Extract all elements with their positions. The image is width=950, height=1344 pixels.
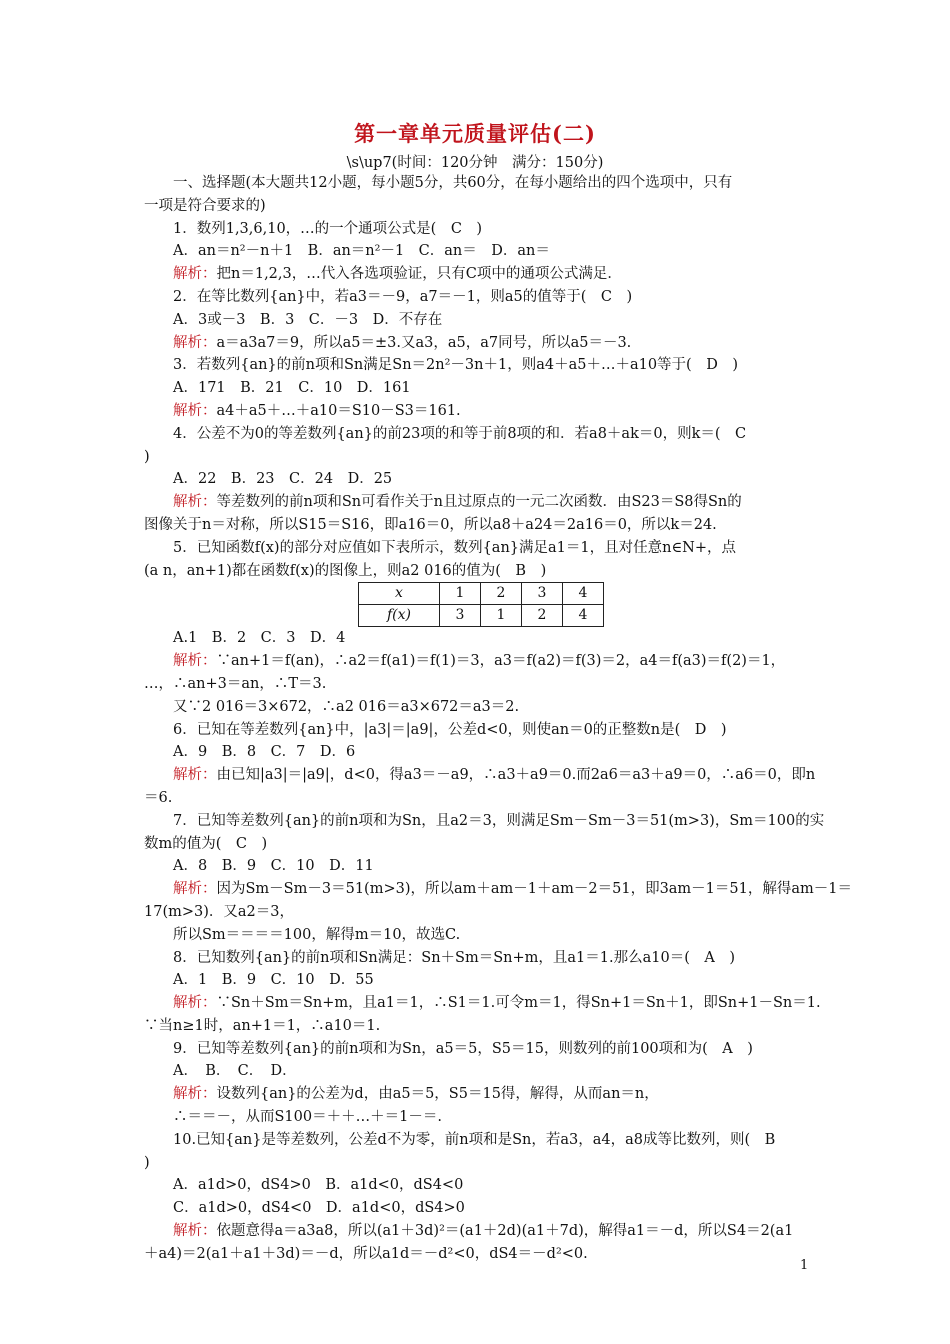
solution-line bbox=[144, 992, 821, 1015]
text-line bbox=[144, 1015, 812, 1038]
text-line bbox=[144, 947, 812, 970]
line-text: 把n＝1,2,3，…代入各选项验证，只有C项中的通项公式满足． bbox=[216, 266, 622, 283]
line-text: A．22 B．23 C．24 D．25 bbox=[173, 471, 393, 488]
text-line bbox=[144, 1038, 812, 1061]
line-text: A． B． C． D． bbox=[173, 1063, 297, 1080]
line-text: 一项是符合要求的) bbox=[144, 197, 266, 214]
table-cell: 2 bbox=[481, 583, 522, 605]
text-line bbox=[144, 240, 812, 263]
line-text: 依题意得a＝a3a8，所以(a1＋3d)²＝(a1＋2d)(a1＋7d)，解得a1＝－d，所以S4＝2(a1 bbox=[216, 1223, 794, 1240]
line-text: ∵当n≥1时，an+1＝1，∴a10＝1. bbox=[144, 1017, 381, 1034]
line-text: 5．已知函数f(x)的部分对应值如下表所示，数列{an}满足a1＝1，且对任意n∈N+，点 bbox=[173, 539, 737, 556]
page-title: 第一章单元质量评估(二) bbox=[354, 121, 596, 146]
solution-label: 解析： bbox=[173, 767, 217, 784]
line-text: 图像关于n＝对称，所以S15＝S16，即a16＝0，所以a8＋a24＝2a16＝0，所以k＝24. bbox=[144, 516, 717, 533]
line-text: A．an＝n²－n＋1 B．an＝n²－1 C．an＝ D．an＝ bbox=[173, 243, 550, 260]
text-line bbox=[144, 1152, 812, 1175]
text-line bbox=[144, 377, 812, 400]
line-text: 数m的值为( C ) bbox=[144, 835, 268, 852]
line-text: A．a1d>0，dS4>0 B．a1d<0，dS4<0 bbox=[173, 1177, 464, 1194]
text-line bbox=[144, 423, 812, 446]
line-text: a4＋a5＋…＋a10＝S10－S3＝161. bbox=[216, 402, 461, 419]
line-text: 设数列{an}的公差为d，由a5＝5，S5＝15得，解得，从而an＝n， bbox=[216, 1086, 659, 1103]
line-text: 8．已知数列{an}的前n项和Sn满足：Sn＋Sm＝Sn+m，且a1＝1.那么a10＝( A ) bbox=[173, 949, 735, 966]
line-text: 17(m>3)．又a2＝3， bbox=[144, 903, 294, 920]
solution-line bbox=[144, 491, 812, 514]
table-row bbox=[359, 583, 604, 605]
text-line bbox=[144, 309, 812, 332]
line-text: 因为Sm－Sm－3＝51(m>3)，所以am＋am－1＋am－2＝51，即3am－1＝51，解得am－1＝ bbox=[216, 881, 852, 898]
table-row-header: f(x) bbox=[359, 605, 440, 627]
line-text: …，∴an+3＝an，∴T＝3. bbox=[144, 675, 327, 692]
table-cell: 3 bbox=[440, 605, 481, 627]
text-line bbox=[144, 696, 812, 719]
table-row bbox=[359, 605, 604, 627]
solution-line bbox=[144, 764, 816, 787]
text-line bbox=[144, 833, 812, 856]
text-line bbox=[144, 969, 812, 992]
line-text: ) bbox=[144, 448, 150, 465]
text-line bbox=[144, 1174, 812, 1197]
line-text: 4．公差不为0的等差数列{an}的前23项的和等于前8项的和．若a8＋ak＝0，则k＝( C bbox=[173, 425, 747, 442]
line-text: ) bbox=[144, 1154, 150, 1171]
line-text: ＝6. bbox=[144, 789, 173, 806]
solution-label: 解析： bbox=[173, 881, 217, 898]
line-text: A．1 B．9 C．10 D．55 bbox=[173, 972, 374, 989]
line-text: (a n，an+1)都在函数f(x)的图像上，则a2 016的值为( B ) bbox=[144, 562, 547, 579]
text-line bbox=[144, 855, 812, 878]
document-body bbox=[144, 172, 852, 1266]
table-row-header: x bbox=[359, 583, 440, 605]
line-text: 所以Sm＝＝＝＝100，解得m＝10，故选C. bbox=[173, 926, 461, 943]
line-text: 2．在等比数列{an}中，若a3＝－9，a7＝－1，则a5的值等于( C ) bbox=[173, 288, 633, 305]
solution-label: 解析： bbox=[173, 334, 217, 351]
table-cell: 4 bbox=[563, 605, 604, 627]
text-line bbox=[144, 787, 812, 810]
text-line bbox=[144, 1060, 812, 1083]
text-line bbox=[144, 673, 812, 696]
solution-label: 解析： bbox=[173, 653, 217, 670]
solution-line bbox=[144, 878, 852, 901]
text-line bbox=[144, 446, 812, 469]
function-value-table bbox=[358, 582, 604, 627]
line-text: A．171 B．21 C．10 D．161 bbox=[173, 380, 411, 397]
text-line bbox=[144, 172, 812, 195]
table-cell: 1 bbox=[481, 605, 522, 627]
text-line bbox=[144, 218, 812, 241]
line-text: A．3或－3 B．3 C．－3 D．不存在 bbox=[173, 311, 443, 328]
text-line bbox=[144, 560, 812, 583]
solution-label: 解析： bbox=[173, 1223, 217, 1240]
text-line bbox=[144, 810, 825, 833]
text-line bbox=[144, 627, 812, 650]
solution-label: 解析： bbox=[173, 1086, 217, 1103]
table-cell: 1 bbox=[440, 583, 481, 605]
line-text: C．a1d>0，dS4<0 D．a1d<0，dS4>0 bbox=[173, 1200, 465, 1217]
text-line bbox=[144, 1129, 812, 1152]
solution-line bbox=[144, 400, 812, 423]
solution-line bbox=[144, 332, 812, 355]
page-number: 1 bbox=[800, 1258, 809, 1273]
text-line bbox=[144, 354, 812, 377]
line-text: 10.已知{an}是等差数列，公差d不为零，前n项和是Sn，若a3，a4，a8成等比数列，则( B bbox=[173, 1131, 776, 1148]
line-text: 1．数列1,3,6,10，…的一个通项公式是( C ) bbox=[173, 220, 483, 237]
solution-label: 解析： bbox=[173, 402, 217, 419]
text-line bbox=[144, 468, 812, 491]
solution-line bbox=[144, 650, 812, 673]
line-text: a＝a3a7＝9，所以a5＝±3.又a3，a5，a7同号，所以a5＝－3. bbox=[216, 334, 632, 351]
table-cell: 2 bbox=[522, 605, 563, 627]
line-text: 9．已知等差数列{an}的前n项和为Sn，a5＝5，S5＝15，则数列的前100项和为( A ) bbox=[173, 1040, 753, 1057]
solution-line bbox=[144, 263, 812, 286]
line-text: 又∵2 016＝3×672，∴a2 016＝a3×672＝a3＝2. bbox=[173, 698, 520, 715]
line-text: ∴＝＝－，从而S100＝＋＋…＋＝1－＝. bbox=[173, 1109, 442, 1126]
line-text: A．8 B．9 C．10 D．11 bbox=[173, 858, 374, 875]
line-text: 由已知|a3|＝|a9|，d<0，得a3＝－a9，∴a3＋a9＝0.而2a6＝a3＋a9＝0，∴a6＝0，即n bbox=[216, 767, 816, 784]
line-text: 7．已知等差数列{an}的前n项和为Sn，且a2＝3，则满足Sm－Sm－3＝51(m>3)，Sm＝100的实 bbox=[173, 812, 825, 829]
line-text: A．9 B．8 C．7 D．6 bbox=[173, 744, 356, 761]
line-text: 等差数列的前n项和Sn可看作关于n且过原点的一元二次函数．由S23＝S8得Sn的 bbox=[216, 494, 742, 511]
solution-label: 解析： bbox=[173, 494, 217, 511]
text-line bbox=[144, 901, 812, 924]
solution-line bbox=[144, 1220, 812, 1243]
line-text: ＋a4)＝2(a1＋a1＋3d)＝－d，所以a1d＝－d²<0，dS4＝－d²<0. bbox=[144, 1245, 588, 1262]
text-line bbox=[144, 741, 812, 764]
text-line bbox=[144, 514, 812, 537]
text-line bbox=[144, 719, 812, 742]
solution-label: 解析： bbox=[173, 995, 217, 1012]
solution-line bbox=[144, 1083, 812, 1106]
table-cell: 4 bbox=[563, 583, 604, 605]
table-cell: 3 bbox=[522, 583, 563, 605]
text-line bbox=[144, 924, 812, 947]
line-text: 6．已知在等差数列{an}中，|a3|＝|a9|，公差d<0，则使an＝0的正整数n是( D ) bbox=[173, 721, 727, 738]
text-line bbox=[144, 1197, 812, 1220]
line-text: 一、选择题(本大题共12小题，每小题5分，共60分，在每小题给出的四个选项中，只有 bbox=[173, 175, 733, 191]
line-text: ∵an+1＝f(an)，∴a2＝f(a1)＝f(1)＝3，a3＝f(a2)＝f(3)＝2，a4＝f(a3)＝f(2)＝1， bbox=[216, 653, 786, 670]
text-line bbox=[144, 195, 812, 218]
text-line bbox=[144, 1243, 812, 1266]
time-score-note: \s\up7(时间：120分钟 满分：150分) bbox=[346, 155, 604, 171]
line-text: A.1 B．2 C．3 D．4 bbox=[173, 630, 346, 647]
line-text: ∵Sn＋Sm＝Sn+m，且a1＝1，∴S1＝1.可令m＝1，得Sn+1＝Sn＋1，即Sn+1－Sn＝1. bbox=[216, 995, 821, 1012]
text-line bbox=[144, 1106, 812, 1129]
line-text: 3．若数列{an}的前n项和Sn满足Sn＝2n²－3n＋1，则a4＋a5＋…＋a10等于( D ) bbox=[173, 357, 738, 374]
text-line bbox=[144, 537, 812, 560]
text-line bbox=[144, 286, 812, 309]
solution-label: 解析： bbox=[173, 266, 217, 283]
